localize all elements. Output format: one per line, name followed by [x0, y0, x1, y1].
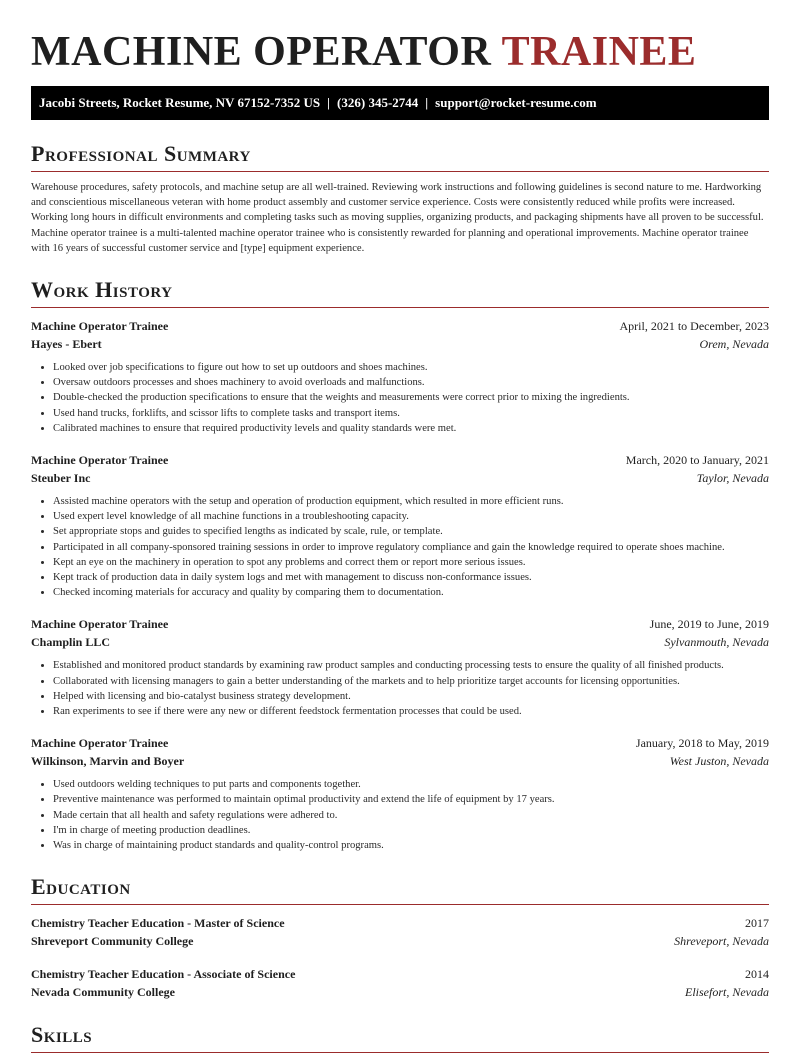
work-history-heading: Work History [31, 278, 769, 308]
job-company-row [31, 634, 769, 652]
job-bullet: • Was in charge of maintaining product standards and quality-control programs. [53, 838, 769, 853]
education-school: Nevada Community College [31, 984, 175, 999]
job-entry [31, 452, 769, 600]
job-bullet: • Ran experiments to see if there were any new or different feedstock fermentation processes that could be used. [53, 704, 769, 719]
job-bullet: • Looked over job specifications to figure out how to set up outdoors and shoes machines. [53, 360, 769, 375]
contact-email: support@rocket-resume.com [435, 95, 597, 110]
job-bullet: • I'm in charge of meeting production deadlines. [53, 823, 769, 838]
job-bullets [31, 360, 769, 436]
title-main: MACHINE OPERATOR [31, 29, 492, 75]
contact-address: Jacobi Streets, Rocket Resume, NV 67152-7352 US [39, 95, 321, 110]
job-company: Champlin LLC [31, 634, 111, 649]
job-title: Machine Operator Trainee [31, 617, 169, 632]
job-company-row [31, 470, 769, 488]
education-entry [31, 915, 769, 950]
resume-page [31, 0, 769, 1053]
job-title: Machine Operator Trainee [31, 453, 169, 468]
job-header-row [31, 616, 769, 634]
title-accent: TRAINEE [501, 29, 697, 75]
contact-separator: | [425, 95, 429, 110]
job-company-row [31, 336, 769, 354]
job-location: Sylvanmouth, Nevada [664, 634, 769, 649]
education-year: 2014 [745, 967, 769, 982]
job-location: Taylor, Nevada [696, 470, 769, 485]
job-bullets [31, 658, 769, 719]
education-header-row [31, 966, 769, 984]
education-degree: Chemistry Teacher Education - Associate of Science [31, 967, 296, 982]
job-location: Orem, Nevada [699, 336, 769, 351]
education-heading: Education [31, 875, 769, 905]
job-bullet: • Kept track of production data in daily system logs and met with management to discuss non-conformance issues. [53, 570, 769, 585]
job-bullet: • Used outdoors welding techniques to put parts and components together. [53, 777, 769, 792]
job-dates: June, 2019 to June, 2019 [649, 617, 769, 632]
job-header-row [31, 735, 769, 753]
education-list [31, 915, 769, 1001]
job-entry [31, 616, 769, 719]
education-location: Elisefort, Nevada [685, 984, 769, 999]
summary-text: Warehouse procedures, safety protocols, and machine setup are all well-trained. Reviewing work instructions and following guidelines is second nature to me. Hardworking and conscientious miscellaneous veteran with home product assembly and customer service experience. Costs were consistently reduced while profits were increased. Working long hours in difficult environments and completing tasks such as moving supplies, organizing products, and packaging shipments have all proven to be successful. Machine operator trainee is a multi-talented machine operator trainee who is consistently rewarded for planning and operational improvements. Machine operator trainee with 16 years of successful customer service and [type] equipment experience. [31, 182, 764, 254]
job-bullets [31, 777, 769, 853]
job-bullet: • Established and monitored product standards by examining raw product samples and conducting processing tests to ensure the quality of all finished products. [53, 658, 769, 673]
education-school: Shreveport Community College [31, 933, 194, 948]
job-bullet: • Calibrated machines to ensure that required productivity levels and quality standards were met. [53, 421, 769, 436]
job-title: Machine Operator Trainee [31, 319, 169, 334]
education-header-row [31, 915, 769, 933]
education-year: 2017 [745, 916, 769, 931]
job-bullet: • Kept an eye on the machinery in operation to spot any problems and correct them or report more serious issues. [53, 555, 769, 570]
job-company: Wilkinson, Marvin and Boyer [31, 753, 185, 768]
job-bullet: • Checked incoming materials for accuracy and quality by comparing them to documentation. [53, 585, 769, 600]
job-entry [31, 318, 769, 436]
job-bullets [31, 494, 769, 600]
job-bullet: • Participated in all company-sponsored training sessions in order to improve regulatory compliance and gain the knowledge required to operate shoes machine. [53, 540, 769, 555]
job-title: Machine Operator Trainee [31, 736, 169, 751]
job-company: Steuber Inc [31, 470, 91, 485]
job-bullet: • Oversaw outdoors processes and shoes machinery to avoid overloads and malfunctions. [53, 375, 769, 390]
work-history-list [31, 318, 769, 853]
contact-separator: | [327, 95, 331, 110]
job-bullet: • Set appropriate stops and guides to specified lengths as indicated by scale, rule, or template. [53, 524, 769, 539]
job-bullet: • Made certain that all health and safety regulations were adhered to. [53, 808, 769, 823]
job-bullet: • Used expert level knowledge of all machine functions in a troubleshooting capacity. [53, 509, 769, 524]
resume-title [31, 26, 769, 78]
job-bullet: • Double-checked the production specifications to ensure that the weights and measurements were correct prior to mixing the ingredients. [53, 390, 769, 405]
job-bullet: • Assisted machine operators with the setup and operation of production equipment, which resulted in more efficient runs. [53, 494, 769, 509]
job-bullet: • Collaborated with licensing managers to gain a better understanding of the markets and to help prioritize target accounts for licensing opportunities. [53, 674, 769, 689]
skills-heading: Skills [31, 1023, 769, 1053]
contact-bar [31, 86, 769, 120]
job-header-row [31, 452, 769, 470]
job-entry [31, 735, 769, 853]
job-company-row [31, 753, 769, 771]
job-bullet: • Preventive maintenance was performed to maintain optimal productivity and extend the life of equipment by 17 years. [53, 792, 769, 807]
education-school-row [31, 984, 769, 1002]
job-bullet: • Used hand trucks, forklifts, and scissor lifts to complete tasks and transport items. [53, 406, 769, 421]
job-location: West Juston, Nevada [669, 753, 769, 768]
education-school-row [31, 933, 769, 951]
job-company: Hayes - Ebert [31, 336, 102, 351]
summary-heading: Professional Summary [31, 142, 769, 172]
education-entry [31, 966, 769, 1001]
education-degree: Chemistry Teacher Education - Master of Science [31, 916, 285, 931]
job-dates: April, 2021 to December, 2023 [619, 319, 769, 334]
job-dates: March, 2020 to January, 2021 [625, 453, 769, 468]
job-dates: January, 2018 to May, 2019 [635, 736, 769, 751]
job-header-row [31, 318, 769, 336]
job-bullet: • Helped with licensing and bio-catalyst business strategy development. [53, 689, 769, 704]
education-location: Shreveport, Nevada [674, 933, 769, 948]
contact-phone: (326) 345-2744 [337, 95, 419, 110]
